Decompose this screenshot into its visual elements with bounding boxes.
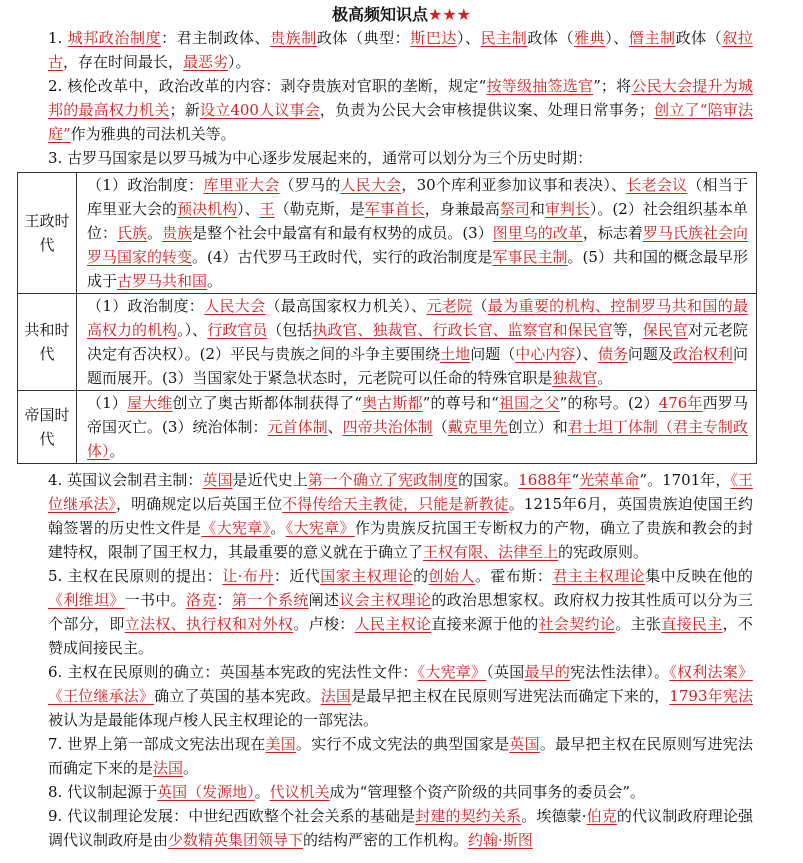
paragraph-text (67, 783, 645, 801)
paragraph-9 (48, 804, 753, 852)
body-text: ）、 (456, 29, 481, 47)
body-text: （1） (87, 394, 127, 412)
body-text: ，明确规定以后英国王位 (116, 495, 283, 513)
key-term: 奥古斯都 (361, 394, 423, 412)
body-text: ”的称号。(2） (559, 394, 659, 412)
key-term: 最恶劣 (183, 53, 229, 71)
key-term: 预决机构 (177, 200, 238, 218)
body-text: 。）、 (177, 321, 208, 339)
body-text: ：君主制政体、 (161, 29, 271, 47)
key-term: 伯克 (586, 807, 617, 825)
body-text: 创立）和 (507, 418, 568, 436)
body-text: ：近代 (273, 567, 321, 585)
body-text: 是近代史上 (232, 471, 308, 489)
key-term: 英国 (509, 735, 540, 753)
key-term: 《大宪章》 (417, 663, 487, 681)
body-text: 英国议会制君主制： (67, 471, 203, 489)
key-term: 四帝共治体制 (342, 418, 433, 436)
key-term: 军事民主制 (492, 248, 568, 266)
key-term: 按等级抽签选官 (486, 77, 594, 95)
paragraph-1 (48, 26, 753, 74)
key-term: 库里亚大会 (203, 176, 280, 194)
key-term: 审判长 (544, 200, 590, 218)
key-term: 国家主权理论 (320, 567, 414, 585)
body-text: 的宪政原则。 (558, 543, 649, 561)
key-term: 中心内容 (515, 345, 576, 363)
key-term: 王权有限、法律至上 (423, 543, 559, 561)
body-text: 创立了奥古斯都体制获得了“ (172, 394, 362, 412)
body-text: 宪法性法律）。 (570, 663, 670, 681)
body-text: 。 (207, 272, 223, 290)
paragraph-number: 9. (48, 807, 68, 825)
key-term: 长老会议 (626, 176, 688, 194)
paragraph-number: 3. (48, 149, 68, 167)
body-text: 等， (612, 321, 643, 339)
body-text: 直接来源于他的 (431, 615, 539, 633)
paragraph-number: 2. (48, 77, 68, 95)
body-text: 是最早把主权在民原则写进宪法而确定下来的， (351, 687, 670, 705)
paragraph-text (67, 149, 592, 167)
key-term: 独裁官 (552, 369, 598, 387)
paragraph-text (48, 77, 753, 143)
key-term: 476年 (658, 394, 703, 412)
body-text: 。(5）共和国的概念最早形成于 (87, 248, 748, 290)
paragraph-7 (48, 732, 753, 780)
body-text: ，存在时间最长， (63, 53, 184, 71)
paragraph-text (48, 735, 753, 777)
era-label-republic: 共和时代 (18, 294, 77, 391)
body-text: ；新 (169, 101, 200, 119)
body-text: （ (472, 297, 488, 315)
key-term: 债务 (597, 345, 628, 363)
body-text: ，身兼最高 (424, 200, 500, 218)
paragraph-5 (48, 564, 753, 660)
key-term: 设立400人议事会 (199, 101, 320, 119)
key-term: 《权利法案》《王位继承法》 (48, 663, 753, 705)
body-text: ”的尊号和“ (422, 394, 499, 412)
body-text: 被认为是最能体现卢梭人民主权理论的一部宪法。 (48, 711, 379, 729)
key-term: 美国 (265, 735, 296, 753)
body-text: ，标志着 (582, 224, 643, 242)
body-text: ”。1701年， (639, 471, 731, 489)
key-term: 社会契约论 (538, 615, 616, 633)
key-term: 封建的契约关系 (415, 807, 522, 825)
key-term: 祭司 (499, 200, 530, 218)
body-text: 的政治思想家权。政府权力按其性质可以分为三个部分，即 (48, 591, 753, 633)
body-text: 。霍布斯： (474, 567, 553, 585)
key-term: 法国 (153, 759, 184, 777)
key-term: 古罗马共和国 (117, 272, 208, 290)
key-term: 保民官 (642, 321, 688, 339)
key-term: 王 (259, 200, 275, 218)
body-text: 。最早把主权在民原则写进宪法而确定下来的是 (48, 735, 753, 777)
era-content-empire (77, 391, 757, 464)
stars-icon: ★★★ (427, 5, 472, 24)
era-content-monarchy (77, 173, 757, 294)
key-term: 僭主制 (628, 29, 676, 47)
key-term: 不得传给天主教徒，只能是新教徒 (282, 495, 509, 513)
body-text: 和 (529, 200, 545, 218)
era-content-republic (77, 294, 757, 391)
body-text: 一书中。 (124, 591, 186, 609)
key-term: 最早的 (524, 663, 571, 681)
key-term: 君士坦丁体制（君主专制政体） (87, 418, 748, 460)
body-text: （ (432, 418, 448, 436)
rome-eras-table (17, 172, 757, 464)
key-term: 军事首长 (364, 200, 425, 218)
body-text: 。 (109, 442, 125, 460)
body-text: 世界上第一部成文宪法出现在 (67, 735, 266, 753)
body-text: 阐述 (308, 591, 340, 609)
body-text: 问题（ (470, 345, 516, 363)
key-term: 《大宪章》 (285, 519, 355, 537)
key-term: 人民大会 (204, 297, 266, 315)
body-text: （1）政治制度： (87, 176, 204, 194)
key-term: 1793年宪法 (669, 687, 753, 705)
body-text: （英国 (486, 663, 525, 681)
body-text: ： (216, 591, 232, 609)
key-term: 《大宪章》 (201, 519, 271, 537)
body-text: （最高国家权力机关）、 (265, 297, 427, 315)
key-term: 法国 (320, 687, 352, 705)
body-text: 。(4）古代罗马王政时代，实行的政治制度是 (192, 248, 493, 266)
key-term: 人民大会 (340, 176, 402, 194)
key-term: 创立了“陪审法庭” (48, 101, 753, 143)
key-term: 代议机关 (269, 783, 330, 801)
key-term: 君主主权理论 (552, 567, 646, 585)
paragraph-text (48, 567, 753, 657)
body-text: ，负责为公民大会审核提供议案、处理日常事务； (319, 101, 654, 119)
key-term: 屋大维 (127, 394, 173, 412)
body-text: ）。 (228, 53, 251, 71)
key-term: 贵族制 (270, 29, 317, 47)
body-text: 古罗马国家是以罗马城为中心逐步发展起来的，通常可以划分为三个历史时期： (67, 149, 593, 167)
paragraph-text (48, 663, 753, 729)
body-text: 的代议制政府理论强调代议制政府是由 (48, 807, 753, 849)
key-term: 元老院 (426, 297, 473, 315)
table-row (18, 173, 757, 294)
body-text: ”；将 (593, 77, 632, 95)
body-text: 是整个社会中最富有和最有权势的成员。(3） (192, 224, 493, 242)
key-term: 创始人 (428, 567, 475, 585)
key-term: 光荣革命 (579, 471, 640, 489)
key-term: 土地 (440, 345, 471, 363)
body-text: ）、 (237, 200, 260, 218)
paragraph-2 (48, 74, 753, 146)
key-term: 最为重要的机构、控制罗马共和国的最高权力的机构 (87, 297, 748, 339)
key-term: 元首体制 (267, 418, 328, 436)
body-text: （勒克斯，是 (274, 200, 365, 218)
key-term: 图里乌的改革 (492, 224, 583, 242)
paragraph-text (48, 29, 753, 71)
key-term: 贵族 (162, 224, 193, 242)
body-text: 。 (597, 369, 613, 387)
key-term: 第一个系统 (232, 591, 309, 609)
body-text: 。1215年6月，英国贵族迫使国王约翰签署的历史性文件是 (48, 495, 753, 537)
key-term: 行政官员 (207, 321, 268, 339)
body-text: 代议制理论发展：中世纪西欧整个社会关系的基础是 (67, 807, 416, 825)
key-term: 1688年 (518, 471, 572, 489)
key-term: 直接民主 (661, 615, 723, 633)
body-text: 。埃德蒙· (521, 807, 587, 825)
key-term: 人民主权论 (354, 615, 432, 633)
key-term: 《利维坦》 (48, 591, 125, 609)
key-term: 雅典 (574, 29, 606, 47)
paragraph-number: 4. (48, 471, 68, 489)
body-text: ）。(2）社会组织基本单位： (87, 200, 748, 242)
key-term: 立法权、执行权和对外权 (124, 615, 294, 633)
body-text: 。卢梭： (293, 615, 355, 633)
title-text: 极高频知识点 (331, 5, 428, 24)
body-text: 对元老院决定有否决权）。(2）平民与贵族之间的斗争主要围绕 (87, 321, 748, 363)
key-term: 戴克里先 (447, 418, 508, 436)
paragraph-6 (48, 660, 753, 732)
key-term: 英国（发源地） (157, 783, 255, 801)
key-term: 第一个确立了宪政制度 (307, 471, 459, 489)
key-term: 英国 (202, 471, 233, 489)
era-label-monarchy: 王政时代 (18, 173, 77, 294)
key-term: 斯巴达 (410, 29, 457, 47)
paragraph-number: 8. (48, 783, 68, 801)
body-text: 问题而展开。(3）当国家处于紧急状态时，元老院可以任命的特殊官职是 (87, 345, 748, 387)
paragraph-number: 7. (48, 735, 68, 753)
body-text: （包括 (267, 321, 313, 339)
key-term: 叙拉古 (48, 29, 753, 71)
key-term: 祖国之父 (498, 394, 560, 412)
body-text: （1）政治制度： (87, 297, 205, 315)
body-text: 核伦改革中，政治改革的内容：剥夺贵族对官职的垄断，规定“ (67, 77, 487, 95)
body-text: 。主张 (615, 615, 662, 633)
body-text: （相当于库里亚大会的 (87, 176, 748, 218)
body-text: ）、 (575, 345, 598, 363)
paragraph-number: 6. (48, 663, 68, 681)
paragraph-4 (48, 468, 753, 564)
key-term: 氏族 (117, 224, 148, 242)
key-term: 政治权利 (672, 345, 733, 363)
key-term: 约翰·斯图 (468, 831, 533, 849)
page-title (0, 4, 803, 26)
body-text: ，不赞成间接民主。 (48, 615, 753, 657)
key-term: 让·布丹 (222, 567, 274, 585)
body-text: ，30个库利亚参加议事和表决）、 (401, 176, 627, 194)
table-row (18, 391, 757, 464)
key-term: 议会主权理论 (339, 591, 432, 609)
key-term: 少数精英集团领导下 (168, 831, 304, 849)
body-text: 、 (327, 418, 343, 436)
key-term: 民主制 (480, 29, 528, 47)
body-text: 政体（ (527, 29, 575, 47)
body-text: 代议制起源于 (67, 783, 158, 801)
body-text: 的结构严密的工作机构。 (303, 831, 469, 849)
body-text: 。实行不成文宪法的典型国家是 (295, 735, 510, 753)
paragraph-text (48, 471, 753, 561)
paragraph-3 (48, 146, 753, 170)
body-text: 问题及 (627, 345, 673, 363)
key-term: 执政官、独裁官、行政长官、监察官和保民官 (312, 321, 613, 339)
body-text: 的 (413, 567, 429, 585)
body-text: 。 (183, 759, 199, 777)
body-text: 集中反映在他的 (645, 567, 753, 585)
key-term: 公民大会提升为城邦的最高权力机关 (48, 77, 753, 119)
body-text: “ (571, 471, 580, 489)
body-text: 的国家。 (458, 471, 519, 489)
paragraph-number: 1. (48, 29, 68, 47)
body-text: 成为“管理整个资产阶级的共同事务的委员会”。 (329, 783, 645, 801)
body-text: 主权在民原则的确立：英国基本宪政的宪法性文件： (67, 663, 418, 681)
body-text: 政体（ (675, 29, 723, 47)
key-term: 《王位继承法》 (48, 471, 753, 513)
paragraph-8 (48, 780, 753, 804)
body-text: 作为雅典的司法机关等。 (70, 125, 236, 143)
key-term: 洛克 (185, 591, 217, 609)
body-text: 主权在民原则的提出： (67, 567, 223, 585)
era-label-empire: 帝国时代 (18, 391, 77, 464)
body-text: 西罗马帝国灭亡。(3）统治体制： (87, 394, 748, 436)
paragraph-number: 5. (48, 567, 68, 585)
key-term: 罗马氏族社会向罗马国家的转变 (87, 224, 748, 266)
body-text: （罗马的 (279, 176, 341, 194)
body-text: 。 (147, 224, 163, 242)
body-text: 政体（典型： (316, 29, 411, 47)
body-text: 作为贵族反抗国王专断权力的产物，确立了贵族和教会的封建特权，限制了国王权力，其最重要的意义就在于确立了 (48, 519, 753, 561)
body-text: 。 (270, 519, 286, 537)
table-row (18, 294, 757, 391)
body-text: ）、 (605, 29, 629, 47)
key-term: 城邦政治制度 (67, 29, 162, 47)
body-text: 。 (254, 783, 270, 801)
paragraph-text (48, 807, 753, 849)
body-text: 确立了英国的基本宪政。 (154, 687, 321, 705)
